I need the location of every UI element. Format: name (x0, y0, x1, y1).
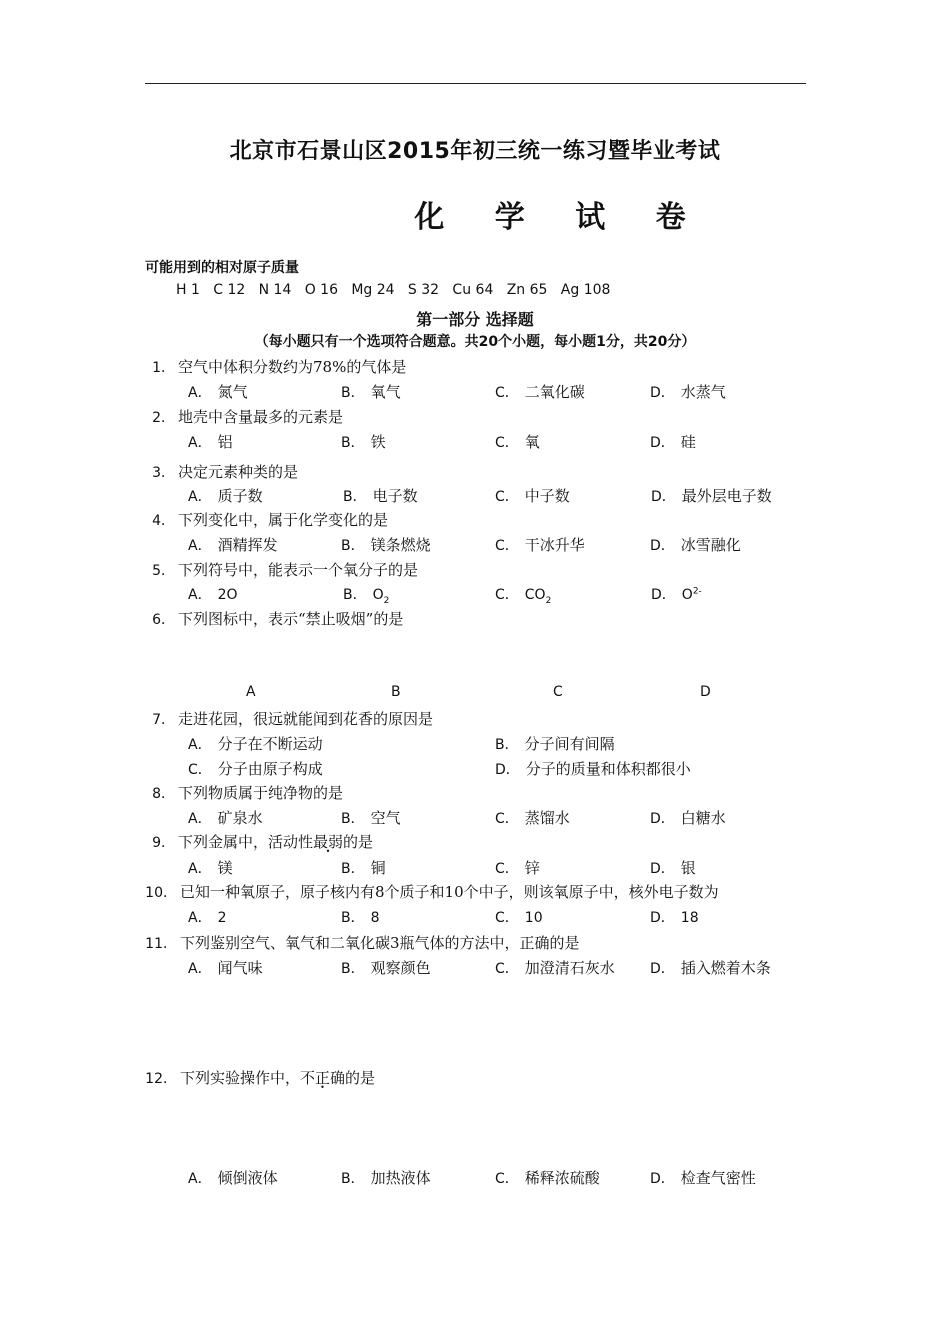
q12-option-c: C． 稀释浓硫酸 (495, 1169, 600, 1187)
q8-option-b: B． 空气 (341, 809, 401, 827)
part1-instruction: （每小题只有一个选项符合题意。共20个小题，每小题1分，共20分） (254, 334, 696, 350)
emphasis-dots: 不正确 (300, 1069, 346, 1087)
q7-option-b: B． 分子间有间隔 (495, 735, 615, 753)
atomic-mass-heading: 可能用到的相对原子质量 (145, 260, 299, 276)
question-6-stem: 6． 下列图标中，表示“禁止吸烟”的是 (152, 610, 404, 628)
q7-option-a: A． 分子在不断运动 (188, 735, 323, 753)
q12-option-d: D． 检查气密性 (650, 1169, 756, 1187)
question-12-stem: 12． 下列实验操作中，不正确的是 (145, 1069, 376, 1087)
q11-option-b: B． 观察颜色 (341, 959, 431, 977)
q1-option-b: B． 氧气 (341, 383, 401, 401)
q10-option-d: D． 18 (650, 910, 699, 926)
question-10-stem: 10． 已知一种氧原子，原子核内有8个质子和10个中子，则该氧原子中，核外电子数为 (145, 883, 719, 901)
q4-option-b: B． 镁条燃烧 (341, 536, 431, 554)
q8-option-c: C． 蒸馏水 (495, 809, 570, 827)
q3-option-d: D． 最外层电子数 (651, 487, 772, 505)
q5-option-c: C． $CO_2$ (495, 587, 552, 606)
q12-option-a: A． 倾倒液体 (188, 1169, 278, 1187)
question-8-stem: 8． 下列物质属于纯净物的是 (152, 784, 344, 802)
q5-option-a: A． 2O (188, 587, 238, 603)
q9-option-d: D． 银 (650, 859, 696, 877)
q11-option-d: D． 插入燃着木条 (650, 959, 771, 977)
question-2-stem: 2． 地壳中含量最多的元素是 (152, 408, 344, 426)
q7-option-c: C． 分子由原子构成 (188, 760, 323, 778)
q6-label-b: B (391, 684, 401, 700)
q7-option-d: D． 分子的质量和体积都很小 (495, 760, 691, 778)
question-1-stem: 1． 空气中体积分数约为78%的气体是 (152, 358, 407, 376)
q6-label-c: C (553, 684, 563, 700)
q4-option-c: C． 干冰升华 (495, 536, 585, 554)
question-11-stem: 11． 下列鉴别空气、氧气和二氧化碳3瓶气体的方法中，正确的是 (145, 934, 580, 952)
question-9-stem: 9． 下列金属中，活动性最弱的是 (152, 833, 374, 851)
q4-option-d: D． 冰雪融化 (650, 536, 741, 554)
q9-option-b: B． 铜 (341, 859, 386, 877)
q11-option-c: C． 加澄清石灰水 (495, 959, 615, 977)
exam-title: 北京市石景山区2015年初三统一练习暨毕业考试 (229, 139, 721, 164)
q3-option-a: A． 质子数 (188, 487, 263, 505)
header-rule (145, 83, 806, 84)
q6-label-a: A (246, 684, 256, 700)
q5-option-d: D． $O^{2-}$ (651, 586, 702, 603)
q1-option-c: C． 二氧化碳 (495, 383, 585, 401)
q2-option-c: C． 氧 (495, 433, 540, 451)
atomic-mass-values: H 1 C 12 N 14 O 16 Mg 24 S 32 Cu 64 Zn 65 Ag 108 (176, 282, 611, 298)
q9-option-c: C． 锌 (495, 859, 540, 877)
question-7-stem: 7． 走进花园，很远就能闻到花香的原因是 (152, 710, 434, 728)
question-4-stem: 4． 下列变化中，属于化学变化的是 (152, 511, 389, 529)
q3-option-b: B． 电子数 (343, 487, 418, 505)
question-5-stem: 5． 下列符号中，能表示一个氧分子的是 (152, 561, 419, 579)
question-3-stem: 3． 决定元素种类的是 (152, 463, 299, 481)
q5-option-b: B． $O_2$ (343, 587, 390, 606)
q10-option-b: B． 8 (341, 910, 380, 926)
q8-option-d: D． 白糖水 (650, 809, 726, 827)
q2-option-d: D． 硅 (650, 433, 696, 451)
q8-option-a: A． 矿泉水 (188, 809, 263, 827)
q11-option-a: A． 闻气味 (188, 959, 263, 977)
q6-label-d: D (700, 684, 711, 700)
q3-option-c: C． 中子数 (495, 487, 570, 505)
q10-option-c: C． 10 (495, 910, 543, 926)
emphasis-dots: 最弱 (313, 833, 344, 851)
q1-option-a: A． 氮气 (188, 383, 248, 401)
part1-heading: 第一部分 选择题 (416, 310, 534, 329)
q12-option-b: B． 加热液体 (341, 1169, 431, 1187)
q9-option-a: A． 镁 (188, 859, 233, 877)
q2-option-b: B． 铁 (341, 433, 386, 451)
q2-option-a: A． 铝 (188, 433, 233, 451)
q1-option-d: D． 水蒸气 (650, 383, 726, 401)
q4-option-a: A． 酒精挥发 (188, 536, 278, 554)
q10-option-a: A． 2 (188, 910, 227, 926)
exam-subject: 化 学 试 卷 (414, 200, 706, 235)
